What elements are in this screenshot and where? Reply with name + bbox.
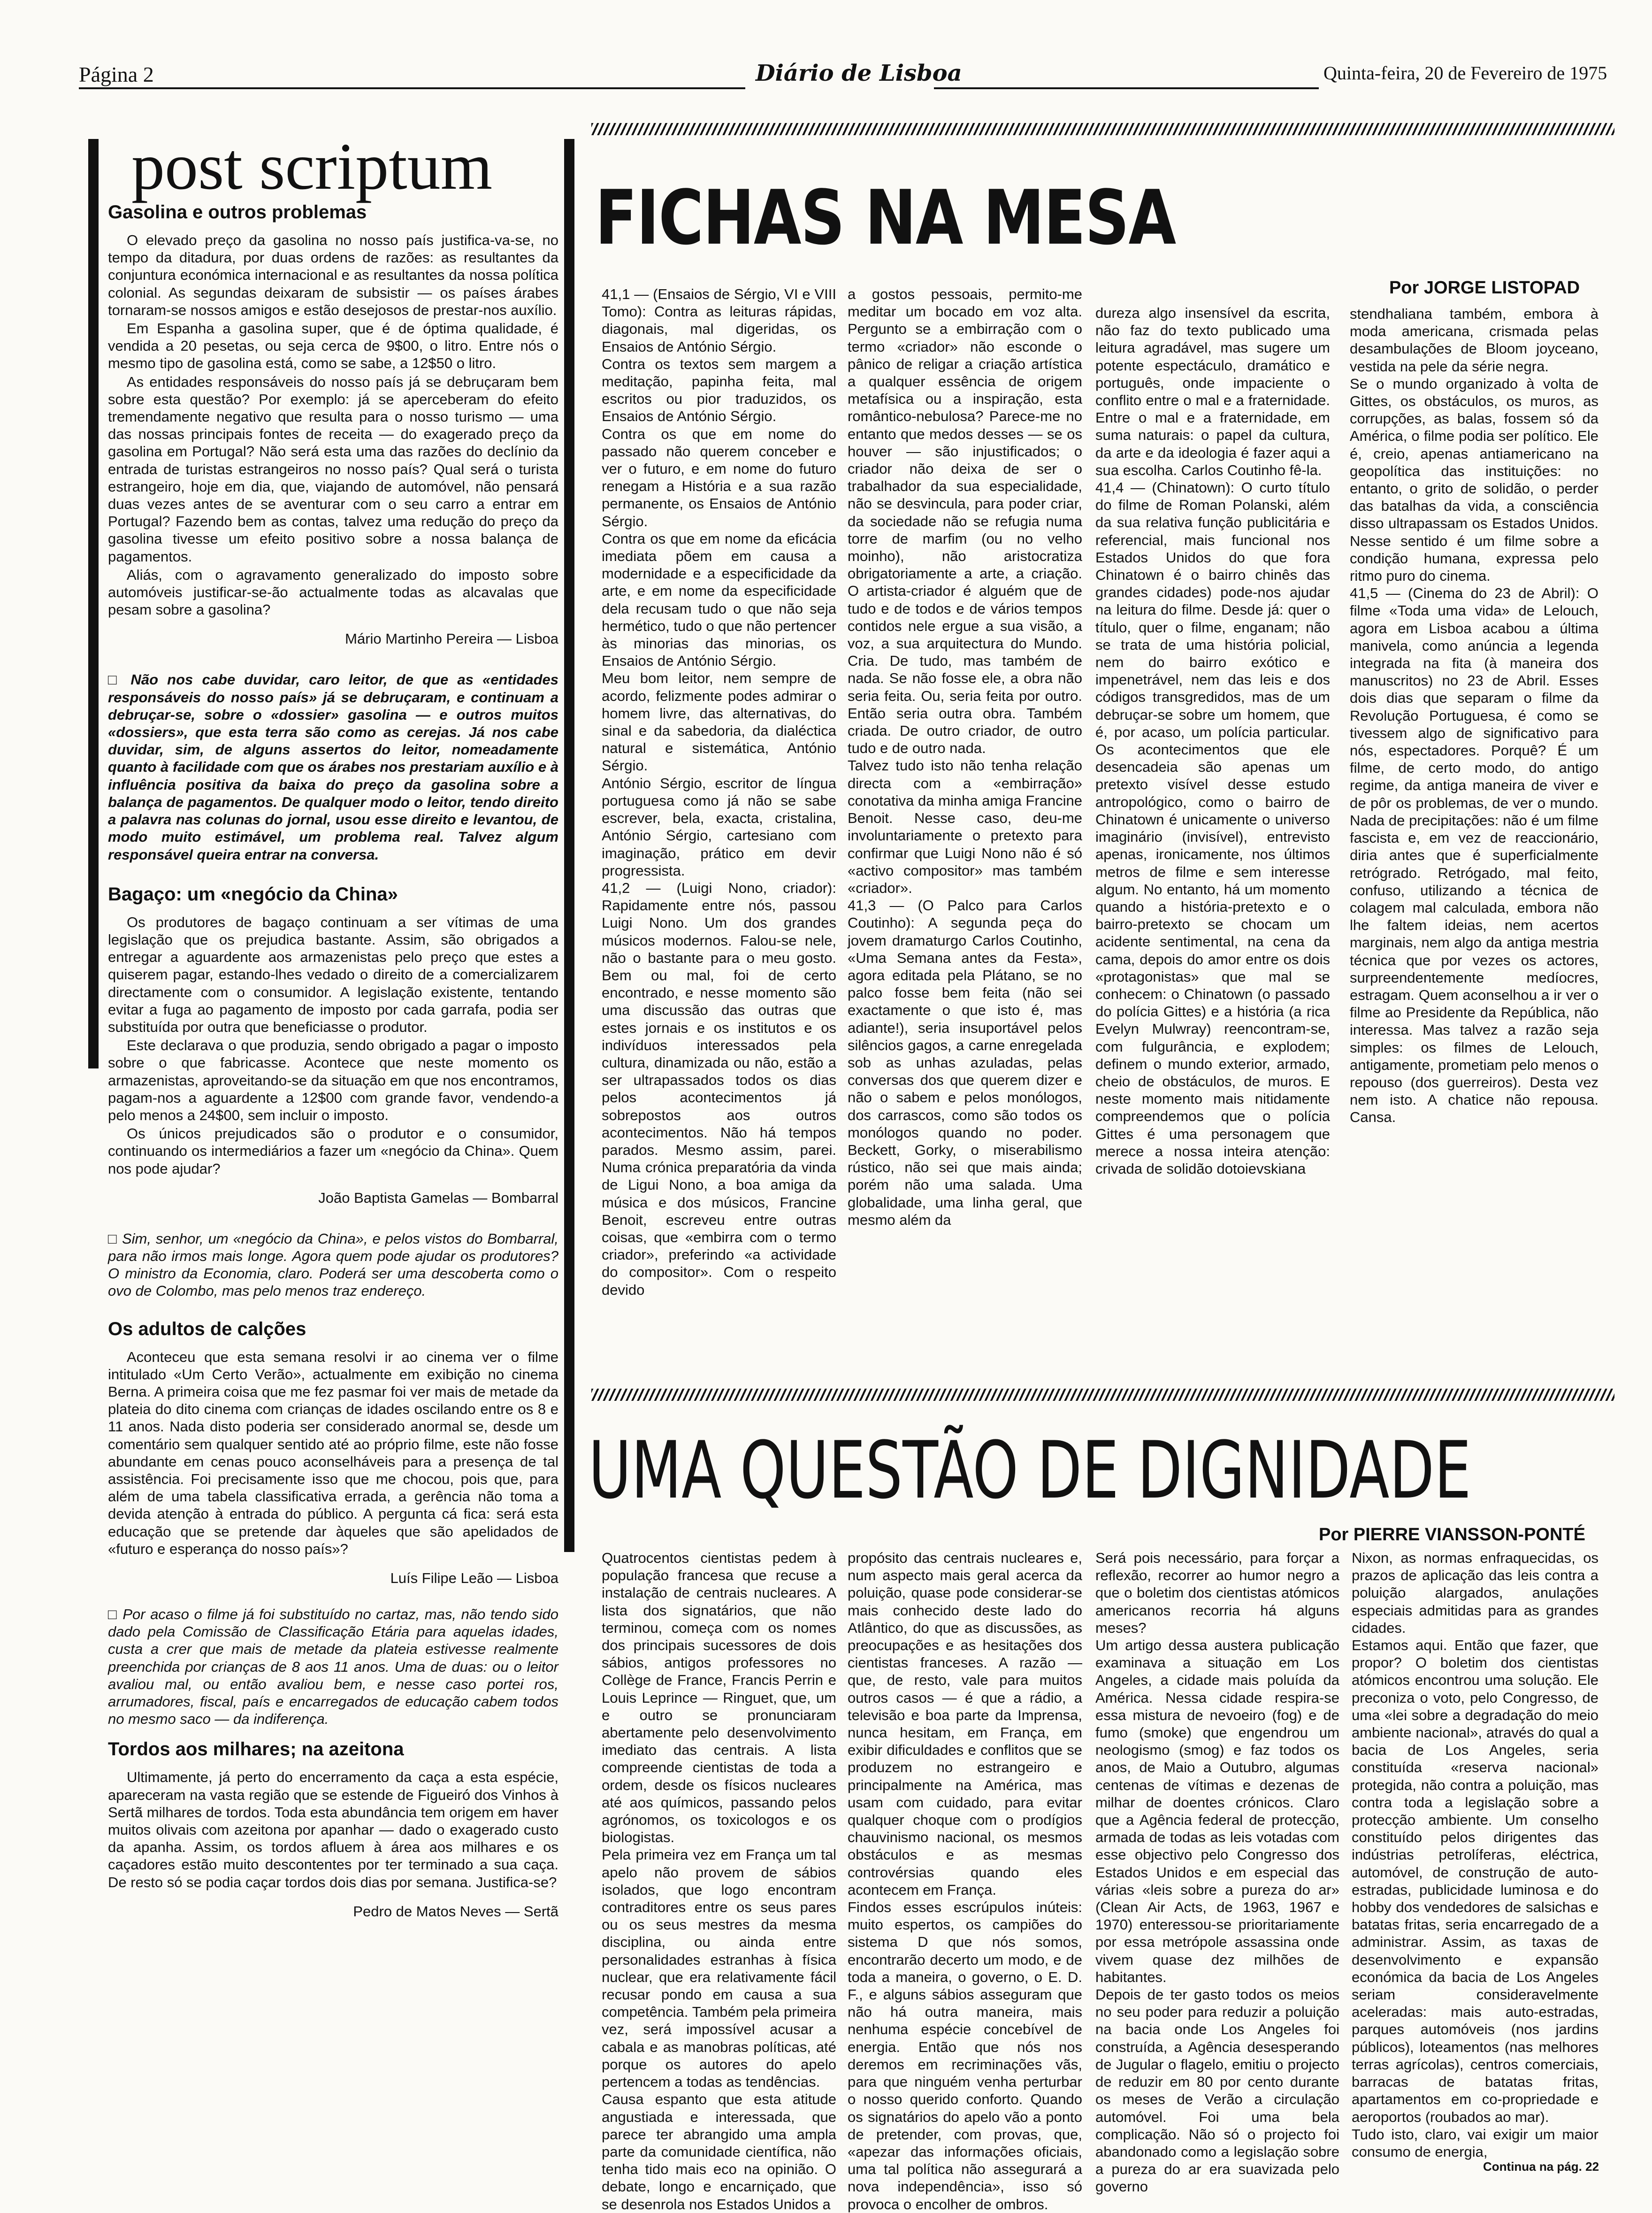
column-divider [564, 139, 574, 1552]
editor-reply [108, 671, 558, 863]
paper-name: Diário de Lisboa [756, 60, 962, 86]
editor-reply [108, 1606, 558, 1728]
continued-note: Continua na pág. 22 [1483, 2159, 1599, 2174]
fichas-column-2: a gostos pessoais, permito-me meditar um bocado em voz alta. Pergunto se a embirração com o termo «criador» não esconde o pânico de religar a criação artística a qualquer essência de origem metafísica ou a inspiração, esta romântico-nebulosa? Parece-me no entanto que medos desses — se os houver — são injustificados; o criador não deixa de ser o trabalhador da sua especialidade, não se desvincula, para poder criar, da sociedade não se refugia numa torre de marfim (ou no velho moinho), não aristocratiza obrigatoriamente a arte, a criação. O artista-criador é alguém que de tudo e de todos e de vários tempos contidos nele ergue a sua visão, a voz, a sua arquitectura do Mundo. Cria. De tudo, mas também de nada. Se não fosse ele, a obra não seria feita. Ou, seria feita por outro. Então seria outra obra. Também criada. De outro criador, de outro tudo e de outro nada. Talvez tudo isto não tenha relação directa com a «embirração» conotativa da minha amiga Francine Benoit. Nesse caso, deu-me involuntariamente o pretexto para confirmar que Luigi Nono não é só «activo compositor» mas também «criador». 41,3 — (O Palco para Carlos Coutinho): A segunda peça do jovem dramaturgo Carlos Coutinho, «Uma Semana antes da Festa», agora editada pela Plátano, se no palco fosse bem feita (não sei exactamente o que isto é, mas adiante!), seria insuportável pelos silêncios gagos, a carne enregelada sob as unhas azuladas, pelas conversas dos que querem dizer e não o sabem e pelos monólogos, dos carrascos, como são todos os monólogos quando no poder. Beckett, Gorky, o miserabilismo rústico, não sei que mais ainda; porém não uma salada. Uma globalidade, uma linha geral, que mesmo além da [848, 286, 1082, 1228]
page-label: Página 2 [79, 62, 154, 86]
fichas-column-4: stendhaliana também, embora à moda americana, crismada pelas desambulações de Bloom joyceano, vestida na pele da série negra. Se o mundo organizado à volta de Gittes, os obstáculos, os muros, as corrupções, as balas, fossem só da América, o filme podia ser político. Ele é, creio, apenas antiamericano na geopolítica das instituições: no entanto, o grito de solidão, o perder das batalhas da vida, a consciência disso ultrapassam os Estados Unidos. Nesse sentido é um filme sobre a condição humana, expressa pelo ritmo puro do cinema. 41,5 — (Cinema do 23 de Abril): O filme «Toda uma vida» de Lelouch, agora em Lisboa acabou a última manivela, como anúncia a legenda integrada na fita (à maneira dos manuscritos) no 23 de Abril. Esses dois dias que separam o filme da Revolução Portuguesa, é como se tivessem algo de significativo para nós, espectadores. Porquê? É um filme, de certo modo, do antigo regime, da antiga maneira de viver e de pôr os problemas, de ver o mundo. Nada de precipitações: não é um filme fascista e, em vez de reaccionário, diria antes que é superficialmente retrógrado. Retrógado, mal feito, confuso, utilizando a técnica de colagem mal calculada, embora não lhe faltem ideias, nem acertos marginais, nem algo da antiga mestria técnica que por vezes os actores, surpreendentemente medíocres, estragam. Quem aconselhou a ir ver o filme ao Presidente da República, não interessa. Mas talvez a razão seja simples: os filmes de Lelouch, antigamente, prometiam pelo menos o repouso (dos guerreiros). Desta vez nem isto. A chatice não repousa. Cansa. [1350, 306, 1598, 1126]
signature: Mário Martinho Pereira — Lisboa [345, 630, 558, 647]
postscriptum-column [108, 202, 558, 2183]
signature: João Baptista Gamelas — Bombarral [318, 1189, 558, 1206]
signature: Pedro de Matos Neves — Sertã [353, 1903, 558, 1920]
section-heading-bagaco: Bagaço: um «negócio da China» [108, 884, 398, 905]
letter-tordos [108, 1768, 558, 1890]
section-heading-gasolina: Gasolina e outros problemas [108, 202, 367, 223]
section-heading-tordos: Tordos aos milhares; na azeitona [108, 1739, 404, 1760]
postscriptum-title: post scriptum [131, 129, 493, 203]
dignidade-column-3: Será pois necessário, para forçar a reflexão, recorrer ao humor negro a que o boletim dos cientistas atómicos americanos recorria há alguns meses? Um artigo dessa austera publicação examinava a situação em Los Angeles, a cidade mais poluída da América. Nessa cidade respira-se essa mistura de nevoeiro (fog) e de fumo (smoke) que engendrou um neologismo (smog) e faz todos os anos, de Maio a Outubro, algumas centenas de vítimas e dezenas de milhar de doentes crónicos. Claro que a Agência federal de protecção, armada de todas as leis votadas com esse objectivo pelo Congresso dos Estados Unidos e em especial das várias «leis sobre a pureza do ar» (Clean Air Acts, de 1963, 1967 e 1970) enteressou-se prioritariamente por essa metrópole assassina onde vivem quase dez milhões de habitantes. Depois de ter gasto todos os meios no seu poder para reduzir a poluição na bacia onde Los Angeles foi construída, a Agência desesperando de Jugular o flagelo, emitiu o projecto de reduzir em 80 por cento durante os meses de Verão a circulação automóvel. Foi uma bela complicação. Não só o projecto foi abandonado como a legislação sobre a pureza do ar era suavizada pelo governo [1095, 1550, 1339, 2195]
dignidade-byline: Por PIERRE VIANSSON-PONTÉ [1319, 1525, 1585, 1544]
paragraph: Aconteceu que esta semana resolvi ir ao cinema ver o filme intitulado «Um Certo Verão», actualmente em exibição no cinema Berna. A primeira coisa que me fez pasmar foi ver mais de metade da plateia do dito cinema com crianças de idades oscilando entre os 8 e 11 anos. Nada disto poderia ser considerado anormal se, desde um comentário sem qualquer sentido até ao próprio filme, este não fosse abundante em cenas pouco aconselháveis para a presença de tal assistência. Foi precisamente isso que me chocou, pois que, para além de uma tabela classificativa errada, a gerência não toma a devida atenção à entrada do público. A pergunta cá fica: será esta educação que se pretende dar àqueles que são apelidados de «futuro e esperança do nosso país»? [108, 1348, 558, 1557]
dignidade-column-2: propósito das centrais nucleares e, num aspecto mais geral acerca da poluição, quase pode considerar-se mais conhecido deste lado do Atlântico, do que as discussões, as preocupações e as hesitações dos cientistas franceses. A razão — que, de resto, vale para muitos outros casos — é que a rádio, a televisão e boa parte da Imprensa, nunca hesitam, em França, em exibir dificuldades e conflitos que se produzem no estrangeiro e principalmente na América, mas usam com cuidado, para evitar qualquer choque com o prodígios chauvinismo nacional, os mesmos obstáculos e as mesmas controvérsias quando eles acontecem em França. Findos esses escrúpulos inúteis: muito espertos, os campiões do sistema D que nós somos, encontrarão decerto um modo, e de toda a maneira, o governo, o E. D. F., e alguns sábios asseguram que não há outra maneira, mais nenhuma espécie concebível de energia. Então que nós nos deremos em recriminações vãs, para que ninguém venha perturbar o nosso querido conforto. Quando os signatários do apelo vão a ponto de pretender, com provas, que, «apezar das informações oficiais, uma tal política não assegurará a nova independência», isso só provoca o encolher de ombros. [848, 1550, 1082, 2213]
paragraph: Aliás, com o agravamento generalizado do imposto sobre automóveis justificar-se-ão actualmente todas as alcavalas que pesam sobre a gasolina? [108, 566, 558, 618]
paragraph: Ultimamente, já perto do encerramento da caça a esta espécie, apareceram na vasta região que se estende de Figueiró dos Vinhos à Sertã milhares de tordos. Toda esta abundância tem origem em haver muitos olivais com azeitona por apanhar — dado o exagerado custo da apanha. Assim, os tordos afluem à área aos milhares e os caçadores estão muito descontentes por ter terminado a sua caça. De resto só se podia caçar tordos dois dias por semana. Justifica-se? [108, 1769, 558, 1890]
reply-text: □ Não nos cabe duvidar, caro leitor, de que as «entidades responsáveis do nosso país» já se debruçaram, e continuam a debruçar-se, sobre o «dossier» gasolina — e outros muitos «dossiers», que esta terra são como as cerejas. Já nos cabe duvidar, sim, de alguns assertos do leitor, nomeadamente quanto à facilidade com que os árabes nos prestariam auxílio e à influência positiva da baixa do preço da gasolina sobre a balança de pagamentos. De qualquer modo o leitor, tendo direito a palavra nas colunas do jornal, usou esse direito e levantou, de modo muito estimável, um problema real. Talvez algum responsável queira entrar na conversa. [108, 671, 558, 863]
dignidade-headline: UMA QUESTÃO DE DIGNIDADE [589, 1424, 1471, 1516]
hatch-rule-middle [591, 1389, 1614, 1401]
fichas-column-1: 41,1 — (Ensaios de Sérgio, VI e VIII Tomo): Contra as leituras rápidas, diagonais, mal digeridas, os Ensaios de António Sérgio. Contra os textos sem margem a meditação, papinha feita, mal escritos ou pior traduzidos, os Ensaios de António Sérgio. Contra os que em nome do passado não querem conceber e ver o futuro, e em nome do futuro renegam a História e a sua razão permanente, os Ensaios de António Sérgio. Contra os que em nome da eficácia imediata põem em causa a modernidade e a especificidade da arte, e em nome da especificidade dela recusam tudo o que não seja hermético, tudo o que não pertencer às minorias das minorias, os Ensaios de António Sérgio. Meu bom leitor, nem sempre de acordo, felizmente podes admirar o homem livre, das alternativas, do sinal e da sabedoria, da dialéctica natural e sistemática, António Sérgio. António Sérgio, escritor de língua portuguesa como já não se sabe escrever, bela, exacta, cristalina, António Sérgio, cartesiano com imaginação, prático em devir progressista. 41,2 — (Luigi Nono, criador): Rapidamente entre nós, passou Luigi Nono. Um dos grandes músicos modernos. Falou-se nele, não o bastante para o meu gosto. Bem ou mal, foi de certo encontrado, e nesse momento são uma discussão das outras que estes jornais e os institutos e os indivíduos interessados pela cultura, dinamizada ou não, estão a ser ultrapassados todos os dias pelos acontecimentos já sobrepostos aos outros acontecimentos. Não há tempos parados. Mesmo assim, parei. Numa crónica preparatória da vinda de Ligui Nono, a boa amiga da música e dos músicos, Francine Benoit, escreveu entre outras coisas, que «embirra com o termo criador», preferindo «a actividade do compositor». Com o respeito devido [602, 286, 836, 1298]
postscriptum-side-rule [88, 139, 99, 1068]
masthead-rule-left [79, 87, 745, 89]
letter-gasolina [108, 231, 558, 618]
issue-date: Quinta-feira, 20 de Fevereiro de 1975 [1323, 62, 1607, 84]
section-heading-calcoes: Os adultos de calções [108, 1318, 306, 1339]
letter-calcoes [108, 1348, 558, 1558]
paragraph: Os produtores de bagaço continuam a ser vítimas de uma legislação que os prejudica bastante. Assim, são obrigados a entregar a aguardente aos armazenistas pelo preço que estes a quiserem pagar, estando-lhes vedado o direito de a comercializarem directamente com o consumidor. A legislação existente, tentando evitar a fuga ao pagamento de imposto por cada garrafa, podia ser substituída por outra que beneficiasse o produtor. [108, 914, 558, 1035]
signature: Luís Filipe Leão — Lisboa [390, 1570, 558, 1586]
paragraph: O elevado preço da gasolina no nosso país justifica-va-se, no tempo da ditadura, por duas ordens de razões: as resultantes da conjuntura económica internacional e as resultantes da nossa política colonial. As segundas deixaram de subsistir — os países árabes tornaram-se nossos amigos e estão desejosos de prestar-nos auxílio. [108, 232, 558, 318]
paragraph: Este declarava o que produzia, sendo obrigado a pagar o imposto sobre o que fabricasse. Acontece que neste momento os armazenistas, aproveitando-se da situação em que nos encontramos, pagam-nos a aguardente a 12$00 com grande favor, vendendo-a pelo menos a 24$00, sem incluir o imposto. [108, 1037, 558, 1123]
paragraph: Em Espanha a gasolina super, que é de óptima qualidade, é vendida a 20 pesetas, ou seja cerca de 9$00, o litro. Entre nós o mesmo tipo de gasolina está, como se sabe, a 12$50 o litro. [108, 320, 558, 372]
dignidade-column-4: Nixon, as normas enfraquecidas, os prazos de aplicação das leis contra a poluição alargados, anulações especiais admitidas para as grandes cidades. Estamos aqui. Então que fazer, que propor? O boletim dos cientistas atómicos encontrou uma solução. Ele preconiza o voto, pelo Congresso, de uma «lei sobre a degradação do meio ambiente nacional», através do qual a bacia de Los Angeles, seria constituída «reserva nacional» protegida, não contra a poluição, mas contra toda a legislação sobre a protecção ambiente. Um conselho constituído pelos dirigentes das indústrias petrolíferas, eléctrica, automóvel, de construção de auto-estradas, publicidade luminosa e do hobby dos vendedores de salsichas e batatas fritas, seria encarregado de a administrar. Assim, as taxas de desenvolvimento e expansão económica da bacia de Los Angeles seriam consideravelmente aceleradas: mais auto-estradas, parques automóveis (nos jardins públicos), loteamentos (nas melhores terras agrícolas), centros comerciais, barracas de batatas fritas, apartamentos em co-propriedade e aeroportos (roubados ao mar). Tudo isto, claro, vai exigir um maior consumo de energia, [1352, 1550, 1598, 2160]
reply-text: □ Por acaso o filme já foi substituído no cartaz, mas, não tendo sido dado pela Comissão de Classificação Etária para aquelas idades, custa a crer que mais de metade da plateia estivesse realmente preenchida por crianças de 8 aos 11 anos. Uma de duas: ou o leitor avaliou mal, ou então avaliou bem, e nesse caso portei ros, arrumadores, fiscal, país e encarregados de educação cabem todos no mesmo saco — da indiferença. [108, 1606, 558, 1728]
fichas-column-3: dureza algo insensível da escrita, não faz do texto publicado uma leitura agradável, mas sugere um potente espectáculo, dramático e português, onde impaciente o conflito entre o mal e a fraternidade. Entre o mal e a fraternidade, em suma naturais: o papel da cultura, da arte e da ideologia é fazer aqui a sua escolha. Carlos Coutinho fê-la. 41,4 — (Chinatown): O curto título do filme de Roman Polanski, além da sua relativa função publicitária e referencial, mais funcional nos Estados Unidos do que fora Chinatown é o bairro chinês das grandes cidades) pode-nos ajudar na leitura do filme. Desde já: quer o título, quer o filme, enganam; não se trata de uma história policial, nem do bairro exótico e impenetrável, nem das leis e dos códigos transgredidos, mas de um debruçar-se sobre um homem, que é, por acaso, um polícia particular. Os acontecimentos que ele desencadeia são apenas um pretexto visível desse estudo antropológico, como o bairro de Chinatown é unicamente o universo imaginário (invisível), entrevisto apenas, ironicamente, nos últimos metros de filme e sem interesse algum. No entanto, há um momento quando a história-pretexto e o bairro-pretexto se chocam um acidente sentimental, na cena da cama, depois do amor entre os dois «protagonistas» que mal se conhecem: o Chinatown (o passado do polícia Gittes) e a história (a rica Evelyn Mulwray) reencontram-se, com fulgurância, e explodem; definem o mundo exterior, armado, cheio de obstáculos, de muros. E neste momento mais nitidamente compreendemos que o polícia Gittes é uma personagem que merece a nossa inteira atenção: crivada de solidão dotoievskiana [1095, 305, 1330, 1177]
paragraph: As entidades responsáveis do nosso país já se debruçaram bem sobre esta questão? Por exemplo: já se aperceberam do efeito tremendamente negativo que resulta para o nosso turismo — uma das nossas principais fontes de receita — do exagerado preço da gasolina em Portugal? Não será esta uma das razões do declínio da entrada de turistas estrangeiros no nosso país? Qual será o turista estrangeiro, hoje em dia, que, viajando de automóvel, não pensará duas vezes antes de se aventurar com o seu carro a entrar em Portugal? Fazendo bem as contas, talvez uma redução do preço da gasolina tivesse um efeito positivo sobre a nossa balança de pagamentos. [108, 373, 558, 565]
paragraph: Os únicos prejudicados são o produtor e o consumidor, continuando os intermediários a fazer um «negócio da China». Quem nos pode ajudar? [108, 1125, 558, 1177]
hatch-rule-top [591, 123, 1614, 135]
dignidade-column-1: Quatrocentos cientistas pedem à população francesa que recuse a instalação de centrais nucleares. A lista dos signatários, que não terminou, começa com os nomes dos principais sucessores de dois sábios, antigos professores no Collège de France, Francis Perrin e Louis Leprince — Ringuet, que, um e outro se pronunciaram abertamente pelo desenvolvimento imediato das centrais. A lista compreende cientistas de toda a ordem, desde os físicos nucleares até aos químicos, passando pelos agrónomos, os toxicologos e os biologistas. Pela primeira vez em França um tal apelo não provem de sábios isolados, que logo encontram contraditores entre os seus pares ou os seus mestres da mesma disciplina, ou ainda entre personalidades estranhas à física nuclear, que era relativamente fácil recusar pondo em causa a sua competência. Também pela primeira vez, será impossível acusar a cabala e as manobras políticas, até porque os autores do apelo pertencem a todas as tendências. Causa espanto que esta atitude angustiada e interessada, que parece ter abrangido uma ampla parte da comunidade científica, não tenha tido mais eco na opinião. O debate, longo e encarniçado, que se desenrola nos Estados Unidos a [602, 1550, 836, 2213]
masthead-rule-right [934, 87, 1319, 89]
fichas-headline: FICHAS NA MESA [595, 174, 1176, 261]
editor-reply [108, 1230, 558, 1300]
reply-text: □ Sim, senhor, um «negócio da China», e pelos vistos do Bombarral, para não irmos mais longe. Agora quem pode ajudar os produtores? O ministro da Economia, claro. Poderá ser uma descoberta como o ovo de Colombo, mas pelo menos traz endereço. [108, 1230, 558, 1299]
fichas-byline: Por JORGE LISTOPAD [1389, 278, 1580, 298]
letter-bagaco [108, 914, 558, 1177]
